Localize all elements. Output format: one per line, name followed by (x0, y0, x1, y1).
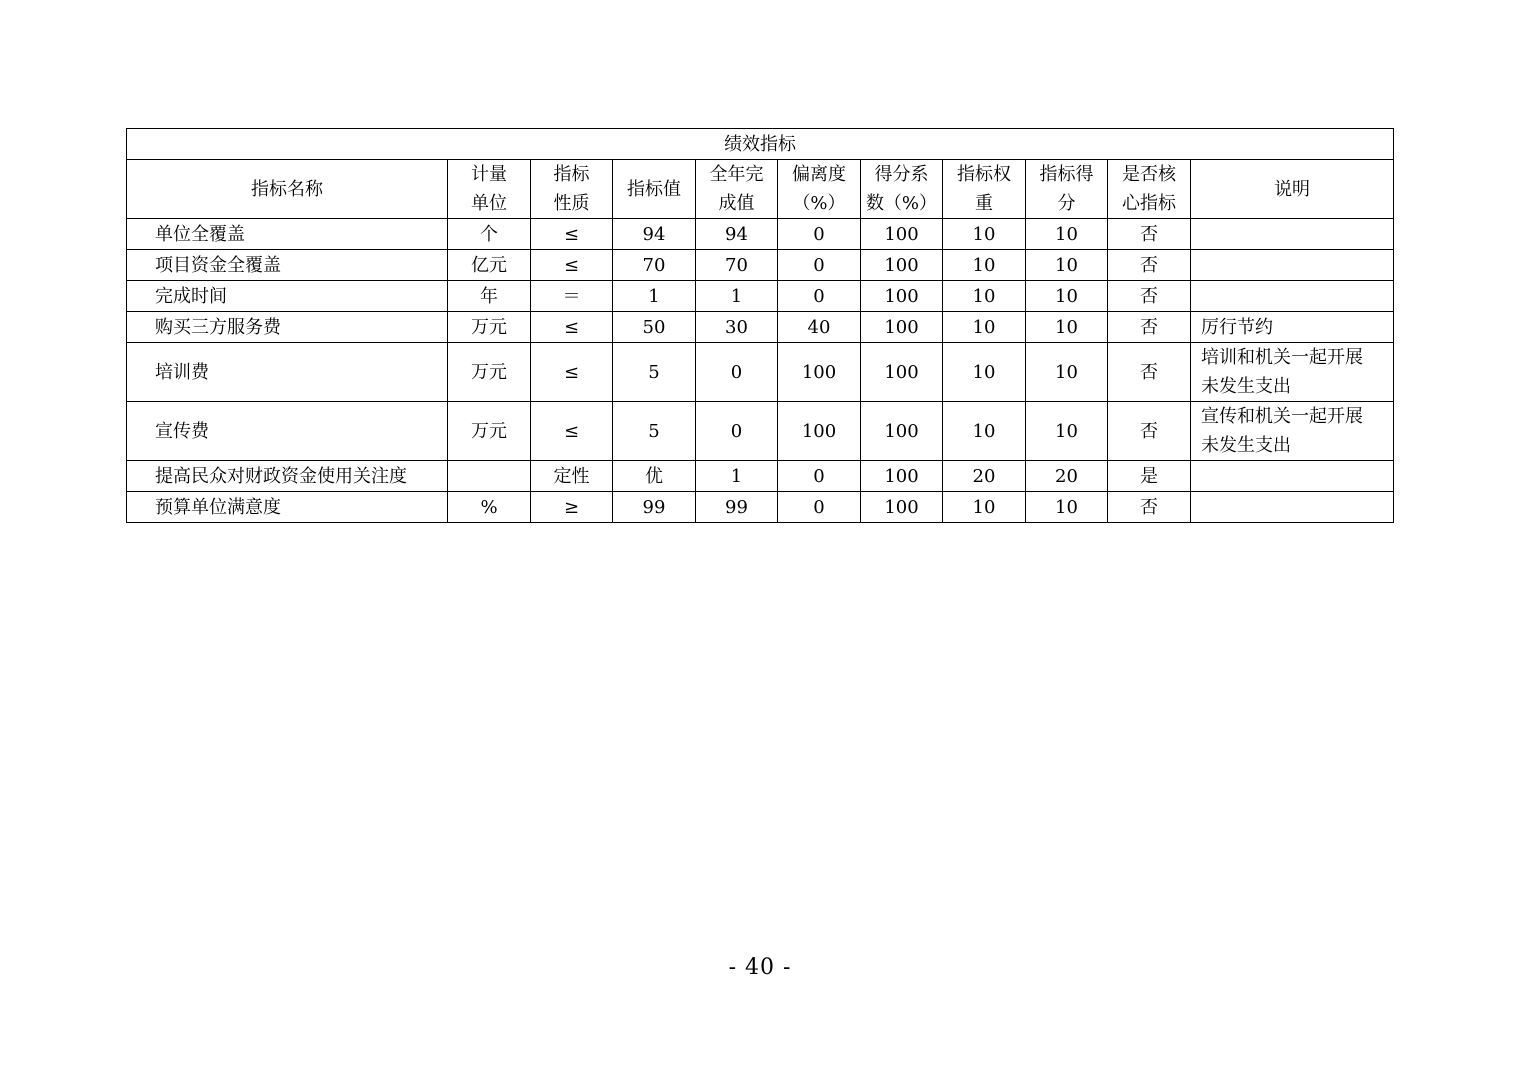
performance-indicator-table (126, 128, 1394, 523)
header-deviation: 偏离度 （%） (778, 160, 861, 219)
cell-indicator-name: 单位全覆盖 (127, 219, 448, 250)
cell-target-value: 优 (613, 461, 696, 492)
cell-deviation: 0 (778, 219, 861, 250)
cell-weight: 10 (943, 312, 1026, 343)
header-score: 指标得 分 (1026, 160, 1108, 219)
header-target-value: 指标值 (613, 160, 696, 219)
cell-deviation: 100 (778, 343, 861, 402)
table-row (127, 492, 1394, 523)
cell-core-indicator: 否 (1108, 281, 1191, 312)
cell-deviation: 0 (778, 461, 861, 492)
header-actual-value: 全年完 成值 (696, 160, 778, 219)
cell-unit: 万元 (448, 312, 531, 343)
cell-indicator-name: 提高民众对财政资金使用关注度 (127, 461, 448, 492)
cell-unit: 万元 (448, 402, 531, 461)
cell-nature: ≥ (531, 492, 613, 523)
cell-target-value: 94 (613, 219, 696, 250)
cell-indicator-name: 宣传费 (127, 402, 448, 461)
cell-score: 10 (1026, 402, 1108, 461)
table-row (127, 281, 1394, 312)
cell-score-coefficient: 100 (861, 343, 943, 402)
cell-nature: ≤ (531, 219, 613, 250)
cell-actual-value: 94 (696, 219, 778, 250)
cell-target-value: 70 (613, 250, 696, 281)
cell-note (1191, 250, 1394, 281)
cell-score: 10 (1026, 343, 1108, 402)
cell-note (1191, 492, 1394, 523)
cell-score-coefficient: 100 (861, 492, 943, 523)
cell-indicator-name: 完成时间 (127, 281, 448, 312)
cell-weight: 10 (943, 219, 1026, 250)
cell-score: 10 (1026, 492, 1108, 523)
table-row (127, 312, 1394, 343)
cell-nature: ≤ (531, 250, 613, 281)
cell-unit (448, 461, 531, 492)
cell-score-coefficient: 100 (861, 250, 943, 281)
cell-target-value: 5 (613, 343, 696, 402)
cell-weight: 10 (943, 402, 1026, 461)
cell-indicator-name: 培训费 (127, 343, 448, 402)
table-row (127, 343, 1394, 402)
cell-actual-value: 70 (696, 250, 778, 281)
cell-score: 10 (1026, 281, 1108, 312)
header-weight: 指标权 重 (943, 160, 1026, 219)
cell-core-indicator: 否 (1108, 402, 1191, 461)
cell-actual-value: 1 (696, 461, 778, 492)
header-nature: 指标 性质 (531, 160, 613, 219)
cell-note: 培训和机关一起开展 未发生支出 (1191, 343, 1394, 402)
cell-nature: ＝ (531, 281, 613, 312)
table-header-row (127, 160, 1394, 219)
cell-actual-value: 30 (696, 312, 778, 343)
cell-core-indicator: 否 (1108, 492, 1191, 523)
cell-unit: % (448, 492, 531, 523)
cell-unit: 万元 (448, 343, 531, 402)
cell-note (1191, 281, 1394, 312)
table-title: 绩效指标 (127, 129, 1394, 160)
header-indicator-name: 指标名称 (127, 160, 448, 219)
cell-score: 10 (1026, 312, 1108, 343)
cell-note: 厉行节约 (1191, 312, 1394, 343)
cell-actual-value: 0 (696, 402, 778, 461)
cell-deviation: 40 (778, 312, 861, 343)
cell-nature: ≤ (531, 343, 613, 402)
cell-score-coefficient: 100 (861, 402, 943, 461)
cell-unit: 年 (448, 281, 531, 312)
table-row (127, 461, 1394, 492)
cell-indicator-name: 购买三方服务费 (127, 312, 448, 343)
cell-nature: 定性 (531, 461, 613, 492)
table-row (127, 250, 1394, 281)
cell-score: 10 (1026, 219, 1108, 250)
table-row (127, 402, 1394, 461)
cell-core-indicator: 否 (1108, 343, 1191, 402)
header-note: 说明 (1191, 160, 1394, 219)
cell-score-coefficient: 100 (861, 312, 943, 343)
cell-score: 10 (1026, 250, 1108, 281)
cell-core-indicator: 否 (1108, 219, 1191, 250)
page-number: - 40 - (728, 955, 792, 980)
cell-core-indicator: 否 (1108, 250, 1191, 281)
cell-score-coefficient: 100 (861, 461, 943, 492)
cell-note (1191, 461, 1394, 492)
cell-deviation: 0 (778, 250, 861, 281)
cell-weight: 10 (943, 492, 1026, 523)
cell-note: 宣传和机关一起开展 未发生支出 (1191, 402, 1394, 461)
cell-score: 20 (1026, 461, 1108, 492)
cell-score-coefficient: 100 (861, 219, 943, 250)
cell-target-value: 99 (613, 492, 696, 523)
cell-indicator-name: 项目资金全覆盖 (127, 250, 448, 281)
cell-target-value: 5 (613, 402, 696, 461)
cell-weight: 10 (943, 343, 1026, 402)
table-title-row (127, 129, 1394, 160)
cell-indicator-name: 预算单位满意度 (127, 492, 448, 523)
cell-note (1191, 219, 1394, 250)
cell-target-value: 50 (613, 312, 696, 343)
cell-core-indicator: 否 (1108, 312, 1191, 343)
cell-deviation: 100 (778, 402, 861, 461)
cell-unit: 个 (448, 219, 531, 250)
cell-score-coefficient: 100 (861, 281, 943, 312)
cell-target-value: 1 (613, 281, 696, 312)
cell-unit: 亿元 (448, 250, 531, 281)
cell-actual-value: 1 (696, 281, 778, 312)
cell-actual-value: 0 (696, 343, 778, 402)
header-core-indicator: 是否核 心指标 (1108, 160, 1191, 219)
cell-weight: 20 (943, 461, 1026, 492)
cell-core-indicator: 是 (1108, 461, 1191, 492)
cell-deviation: 0 (778, 492, 861, 523)
cell-weight: 10 (943, 250, 1026, 281)
table-row (127, 219, 1394, 250)
header-unit: 计量 单位 (448, 160, 531, 219)
cell-deviation: 0 (778, 281, 861, 312)
cell-nature: ≤ (531, 402, 613, 461)
cell-weight: 10 (943, 281, 1026, 312)
header-score-coefficient: 得分系 数（%） (861, 160, 943, 219)
cell-nature: ≤ (531, 312, 613, 343)
cell-actual-value: 99 (696, 492, 778, 523)
